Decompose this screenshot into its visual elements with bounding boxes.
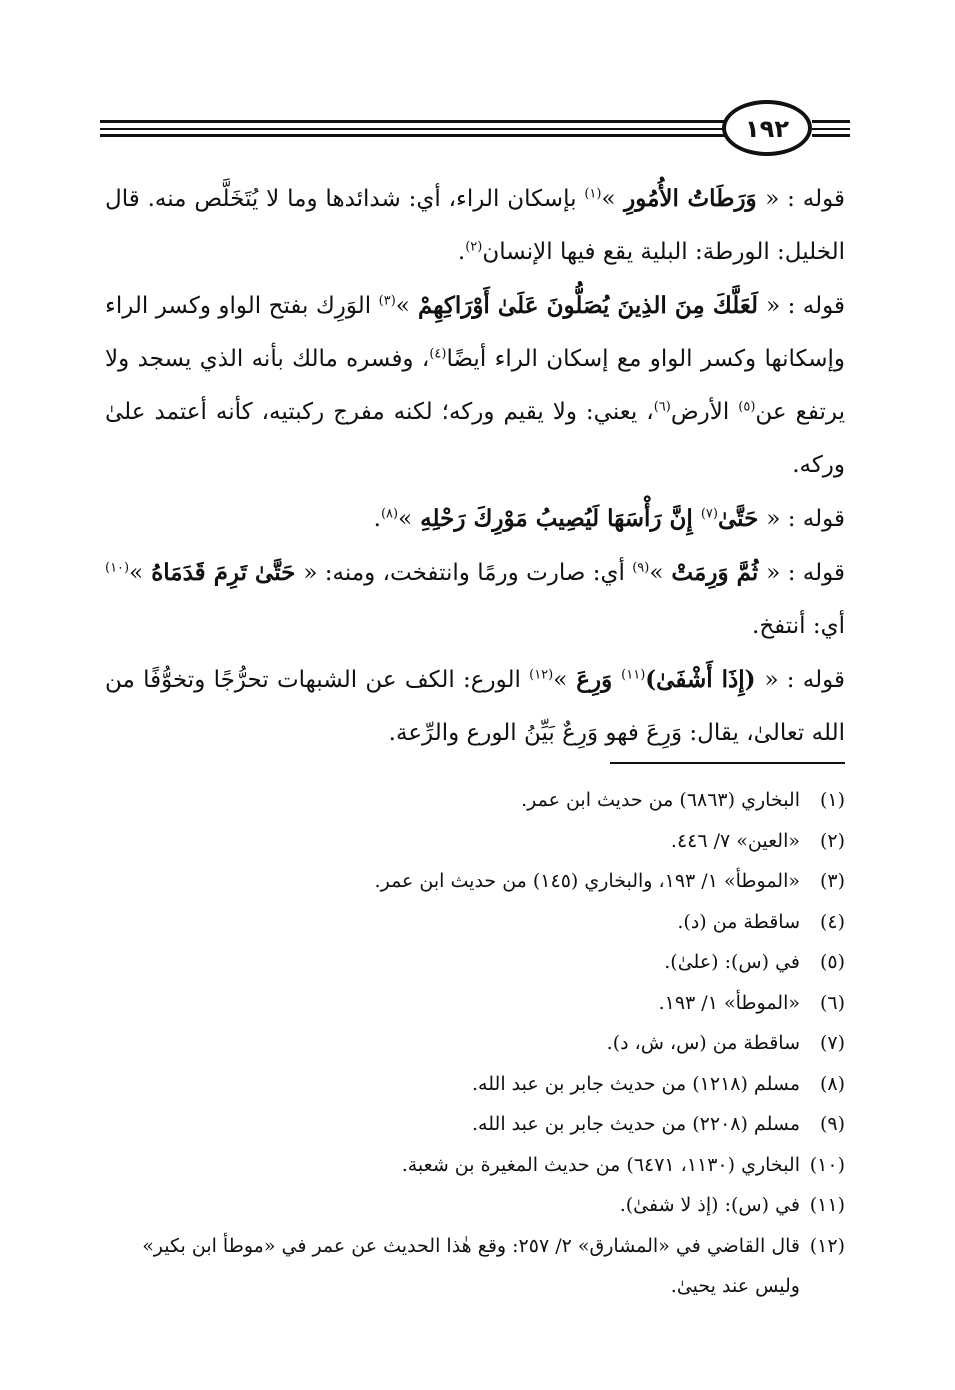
footnote: (٧) ساقطة من (س، ش، د). (606, 1032, 845, 1054)
footnote: (١) البخاري (٦٨٦٣) من حديث ابن عمر. (521, 789, 845, 811)
header-rule (812, 134, 850, 137)
paragraph: قوله : « (إِذَا أَشْفَىٰ)$^{(١١)}$ وَرِعَ »$^{(١٢)}$ الورع: الكف عن الشبهات تحرُّجًا وتخوُّفًا من الله تعالىٰ، يقال: وَرِعَ فهو وَرِعٌ بَيِّنُ الورع والرِّعة. (105, 666, 845, 746)
footnote: (٦) «الموطأ» ١/ ١٩٣. (658, 991, 845, 1014)
footnote: (١٠) البخاري (١١٣٠، ٦٤٧١) من حديث المغيرة بن شعبة. (401, 1153, 845, 1176)
footnote-divider (610, 762, 845, 764)
page-header (100, 100, 850, 160)
paragraph: قوله : « حَتَّىٰ$^{(٧)}$ إِنَّ رَأْسَهَا لَيُصِيبُ مَوْرِكَ رَحْلِهِ »$^{(٨)}$. (373, 505, 845, 532)
footnote: (٩) مسلم (٢٢٠٨) من حديث جابر بن عبد الله. (472, 1113, 845, 1135)
header-rule (812, 128, 850, 130)
footnotes (105, 780, 845, 1307)
footnote: (١١) في (س): (إذ لا شفىٰ). (619, 1194, 845, 1216)
header-rule (100, 128, 725, 130)
footnote: (١٢) قال القاضي في «المشارق» ٢/ ٢٥٧: وقع هٰذا الحديث عن عمر في «موطأ ابن بكير» وليس عند يحيىٰ. (142, 1234, 845, 1297)
footnote: (٤) ساقطة من (د). (677, 910, 845, 933)
paragraph: قوله : « وَرَطَاتُ الأُمُورِ »$^{(١)}$ بإسكان الراء، أي: شدائدها وما لا يُتَخَلَّص منه. قال الخليل: الورطة: البلية يقع فيها الإنسان$^{(٢)}$. (105, 185, 845, 265)
footnote: (٨) مسلم (١٢١٨) من حديث جابر بن عبد الله. (472, 1072, 845, 1095)
footnote: (٢) «العين» ٧/ ٤٤٦. (670, 829, 845, 852)
page-number: ١٩٢ (722, 100, 812, 156)
footnote: (٣) «الموطأ» ١/ ١٩٣، والبخاري (١٤٥) من حديث ابن عمر. (374, 870, 845, 892)
paragraph: قوله : « لَعَلَّكَ مِنَ الذِينَ يُصَلُّونَ عَلَىٰ أَوْرَاكِهِمْ »$^{(٣)}$ الوَرِك بفتح الواو وكسر الراء وإسكانها وكسر الواو مع إسكان الراء أيضًا$^{(٤)}$، وفسره مالك بأنه الذي يسجد ولا يرتفع عن$^{(٥)}$ الأرض$^{(٦)}$، يعني: ولا يقيم وركه؛ لكنه مفرج ركبتيه، كأنه أعتمد علىٰ وركه. (105, 292, 845, 478)
paragraph: قوله : « ثُمَّ وَرِمَتْ »$^{(٩)}$ أي: صارت ورمًا وانتفخت، ومنه: « حَتَّىٰ تَرِمَ قَدَمَاهُ »$^{(١٠)}$ أي: أنتفخ. (105, 559, 845, 639)
header-rule (100, 120, 725, 123)
header-rule (100, 134, 725, 137)
footnote: (٥) في (س): (علىٰ). (664, 951, 845, 973)
header-rule (812, 120, 850, 123)
main-text (105, 172, 845, 760)
